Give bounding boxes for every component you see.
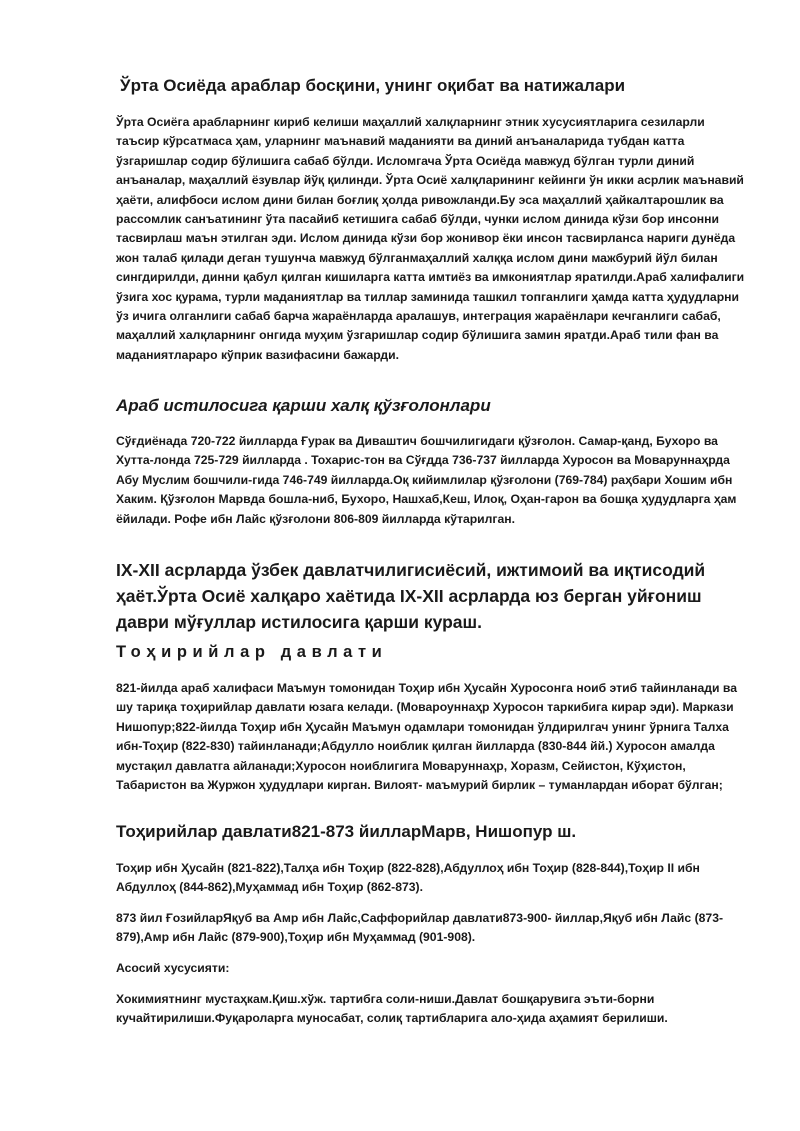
tahirids-paragraph: 821-йилда араб халифаси Маъмун томонидан Тоҳир ибн Ҳусайн Хуросонга ноиб этиб тайинланади ва шу тариқа тоҳирийлар давлати юзага келади. (Мовароуннаҳр Хуросон таркибига кирар эди). Маркази Нишопур;822-йилда Тоҳир ибн Ҳусайн Маъмун одамлари томонидан ўлдирилгач унинг ўрнига Талха ибн-Тоҳир (822-830) тайинланади;Абдулло ноиблик қилган йилларда (830-844 йй.) Хуросон амалда мустақил давлатга айланади;Хуросон ноиблигига Моваруннаҳр, Хоразм, Сейистон, Кўҳистон, Табаристон ва Журжон ҳудудлари кирган. Вилоят- маъмурий бирлик – туманлардан иборат бўлган;	[116, 681, 737, 793]
section-heading: IX-XII асрларда ўзбек давлатчилигисиёсий, ижтимоий ва иқтисодий ҳаёт.Ўрта Осиё халқаро хаётида IX-XII асрларда юз берган уйғониш даври мўғуллар истилосига қарши кураш.	[116, 560, 706, 632]
tahirids-dates-heading: Тоҳирийлар давлати821-873 йилларМарв, Нишопур ш.	[116, 822, 577, 841]
saffarids-paragraph: 873 йил ҒозийларЯқуб ва Амр ибн Лайс,Саффорийлар давлати873-900- йиллар,Яқуб ибн Лайс (873-879),Амр ибн Лайс (879-900),Тоҳир ибн Муҳаммад (901-908).	[116, 911, 724, 945]
features-label: Асосий хусусияти:	[116, 961, 230, 975]
intro-paragraph: Ўрта Осиёга арабларнинг кириб келиши маҳаллий халқларнинг этник хусусиятларига сезиларли таъсир кўрсатмаса ҳам, уларнинг маънавий маданияти ва диний анъаналарида тубдан катта ўзгаришлар содир бўлишига сабаб бўлди. Исломгача Ўрта Осиёда мавжуд бўлган турли диний анъаналар, маҳаллий ёзувлар йўқ қилинди. Ўрта Осиё халқларининг кейинги ўн икки асрлик маънавий ҳаёти, алифбоси ислом дини билан боғлиқ ҳолда ривожланди.Бу эса маҳаллий ҳайкалтарошлик ва рассомлик санъатининг ўта пасайиб кетишига сабаб бўлди, чунки ислом динида кўзи бор инсонни тасвирлаш маън этилган эди. Ислом динида кўзи бор жонивор ёки инсон тасвирланса нариги дунёда жон талаб қилади деган тушунча мавжуд бўлганмаҳаллий халққа ислом дини мажбурий йўл билан сингдирилди, динни қабул қилган кишиларга катта имтиёз ва имкониятлар яратилди.Араб халифалиги ўзига хос қурама, турли маданиятлар ва тиллар заминида ташкил топганлиги ҳамда катта ҳудудларни ўз ичига олганлиги сабаб барча жараёнларда аралашув, интеграция жараёнлари кечганлиги сабаб, маҳаллий халқларнинг онгида муҳим ўзгаришлар содир бўлишига замин яратди.Араб тили фан ва маданиятлараро кўприк вазифасини бажарди.	[116, 115, 745, 362]
rulers-paragraph: Тоҳир ибн Ҳусайн (821-822),Талҳа ибн Тоҳир (822-828),Абдуллоҳ ибн Тоҳир (828-844),Тоҳир II ибн Абдуллоҳ (844-862),Муҳаммад ибн Тоҳир (862-873).	[116, 861, 700, 895]
tahirids-heading: Тоҳирийлар давлати	[116, 643, 388, 661]
features-paragraph: Хокимиятнинг мустаҳкам.Қиш.хўж. тартибга соли-ниши.Давлат бошқарувига эъти-борни кучайтирилиши.Фуқароларга муносабат, солиқ тартибларига ало-ҳида аҳамият берилиши.	[116, 992, 668, 1026]
revolts-heading: Араб истилосига қарши халқ қўзғолонлари	[116, 396, 491, 415]
document-title: Ўрта Осиёда араблар босқини, унинг оқибат ва натижалари	[120, 76, 626, 95]
revolts-paragraph: Сўғдиёнада 720-722 йилларда Ғурак ва Диваштич бошчилигидаги қўзғолон. Самар-қанд, Бухоро ва Хутта-лонда 725-729 йилларда . Тохарис-тон ва Сўғдда 736-737 йилларда Хуросон ва Моваруннаҳрда Абу Муслим бошчили-гида 746-749 йилларда.Оқ кийимлилар қўзғолони (769-784) раҳбари Хошим ибн Хаким. Қўзғолон Марвда бошла-ниб, Бухоро, Нашхаб,Кеш, Илоқ, Оҳан-гарон ва бошқа ҳудудларга ҳам ёйилади. Рофе ибн Лайс қўзғолони 806-809 йилларда кўтарилган.	[116, 434, 737, 526]
